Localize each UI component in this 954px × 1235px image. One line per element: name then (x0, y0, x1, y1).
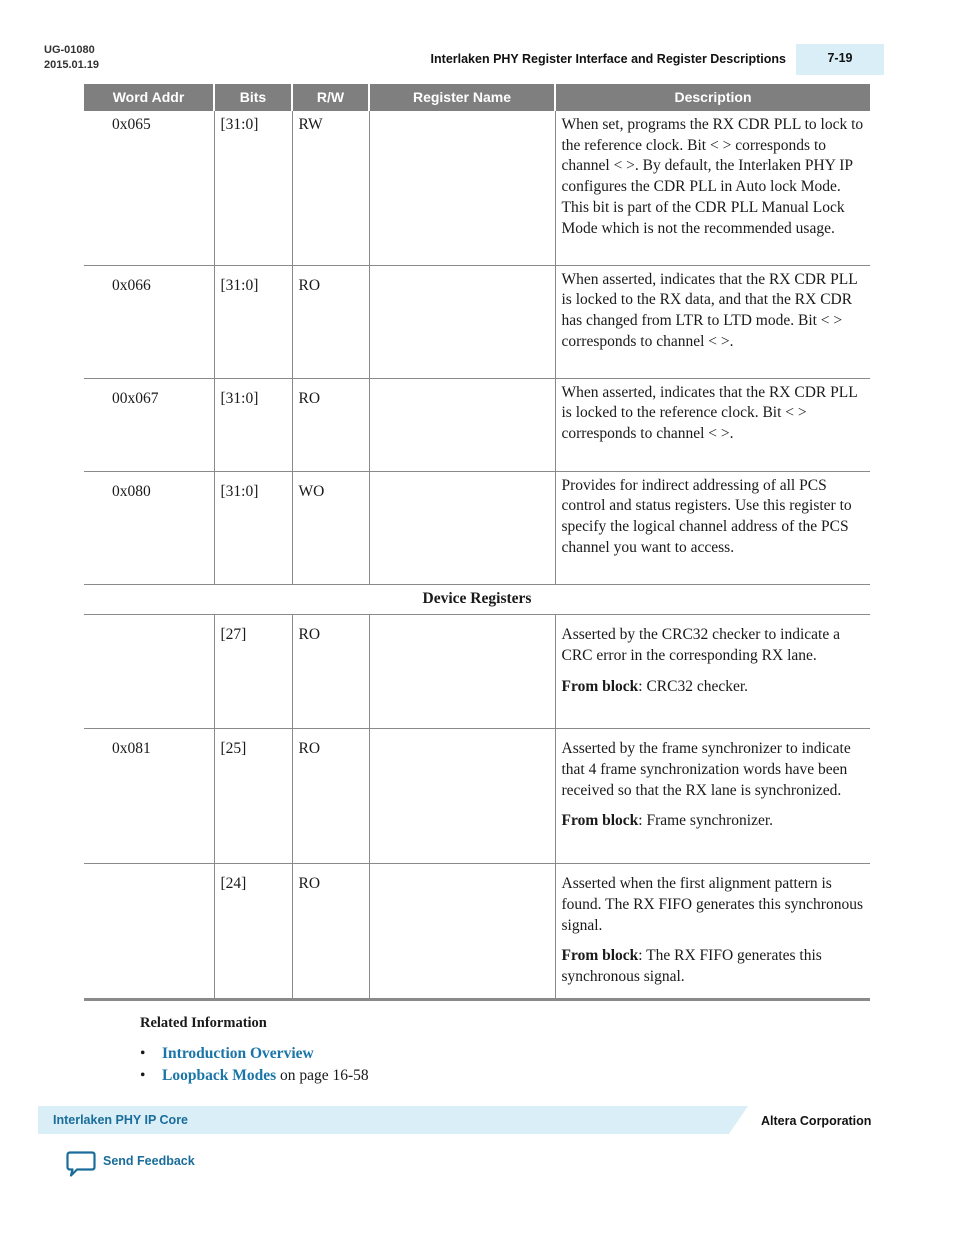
table-row (84, 729, 870, 864)
link-loopback-modes[interactable]: Loopback Modes (162, 1067, 277, 1084)
cell-description (555, 615, 870, 729)
cell-word-addr (84, 615, 214, 729)
from-block-line (562, 677, 865, 698)
cell-register-name (369, 729, 555, 864)
related-links-list (140, 1043, 369, 1087)
cell-word-addr: 0x066 (84, 265, 214, 378)
from-block-label: From block (561, 947, 639, 965)
cell-rw: RO (292, 615, 369, 729)
send-feedback-link[interactable]: Send Feedback (103, 1154, 195, 1168)
section-row (84, 584, 870, 615)
cell-register-name (369, 471, 555, 584)
from-block-value: : The RX FIFO generates this synchronous signal. (561, 947, 822, 986)
description-text: Asserted when the first alignment pattern is found. The RX FIFO generates this synchronous signal. (561, 875, 864, 934)
bullet-icon: • (140, 1067, 146, 1084)
from-block-line (562, 811, 865, 832)
col-header-word-addr: Word Addr (84, 84, 214, 111)
cell-description (555, 864, 870, 1000)
section-label: Device Registers (84, 584, 870, 615)
cell-register-name (369, 265, 555, 378)
doc-id-block (44, 43, 99, 73)
cell-bits: [31:0] (214, 378, 292, 471)
cell-description (555, 378, 870, 471)
cell-description (555, 111, 870, 265)
col-header-bits: Bits (214, 84, 292, 111)
cell-bits: [31:0] (214, 111, 292, 265)
cell-bits: [31:0] (214, 471, 292, 584)
list-item (140, 1065, 369, 1087)
cell-bits: [24] (214, 864, 292, 1000)
cell-word-addr: 0x081 (84, 729, 214, 864)
cell-rw: WO (292, 471, 369, 584)
cell-bits: [27] (214, 615, 292, 729)
register-table (84, 84, 870, 1001)
table-row (84, 111, 870, 265)
table-row (84, 471, 870, 584)
link-suffix: on page 16-58 (276, 1067, 369, 1084)
table-row (84, 378, 870, 471)
description-text: Asserted by the frame synchronizer to indicate that 4 frame synchronization words have been received so that the RX lane is synchronized. (561, 740, 851, 799)
doc-date: 2015.01.19 (44, 59, 100, 71)
doc-id: UG-01080 (44, 44, 95, 56)
cell-bits: [25] (214, 729, 292, 864)
table-row (84, 265, 870, 378)
section-title: Interlaken PHY Register Interface and Register Descriptions (430, 52, 786, 66)
cell-register-name (369, 111, 555, 265)
footer-product-name: Interlaken PHY IP Core (53, 1113, 189, 1127)
cell-bits: [31:0] (214, 265, 292, 378)
cell-description (555, 265, 870, 378)
cell-rw: RO (292, 378, 369, 471)
page-number: 7-19 (796, 44, 884, 75)
cell-register-name (369, 864, 555, 1000)
footer-company: Altera Corporation (761, 1114, 872, 1128)
table-header-row (84, 84, 870, 111)
from-block-line (562, 946, 865, 987)
cell-word-addr: 00x067 (84, 378, 214, 471)
cell-word-addr: 0x080 (84, 471, 214, 584)
cell-rw: RO (292, 265, 369, 378)
col-header-rw: R/W (292, 84, 369, 111)
cell-rw: RO (292, 864, 369, 1000)
cell-register-name (369, 378, 555, 471)
col-header-register-name: Register Name (369, 84, 555, 111)
cell-word-addr: 0x065 (112, 116, 151, 133)
description-text: Asserted by the CRC32 checker to indicate a CRC error in the corresponding RX lane. (561, 626, 840, 664)
cell-description (555, 471, 870, 584)
description-text: Provides for indirect addressing of all PCS control and status registers. Use this register to specify the logical channel address of the PCS channel you want to access. (561, 476, 852, 556)
bullet-icon: • (140, 1045, 146, 1062)
speech-bubble-icon[interactable] (66, 1150, 96, 1178)
from-block-label: From block (561, 812, 639, 830)
description-text: When asserted, indicates that the RX CDR PLL is locked to the RX data, and that the RX CDR has changed from LTR to LTD mode. Bit < > corresponds to channel < >. (561, 270, 858, 350)
description-text: When asserted, indicates that the RX CDR PLL is locked to the reference clock. Bit < > corresponds to channel < >. (561, 383, 858, 442)
cell-register-name (369, 615, 555, 729)
cell-word-addr (84, 864, 214, 1000)
table-row (84, 864, 870, 1000)
cell-description (555, 729, 870, 864)
table-row (84, 615, 870, 729)
col-header-description: Description (555, 84, 870, 111)
from-block-value: : CRC32 checker. (638, 677, 749, 695)
link-introduction-overview[interactable]: Introduction Overview (162, 1045, 314, 1062)
from-block-label: From block (561, 677, 639, 695)
cell-rw: RO (292, 729, 369, 864)
related-information-heading: Related Information (140, 1015, 267, 1031)
from-block-value: : Frame synchronizer. (638, 812, 774, 830)
description-text: When set, programs the RX CDR PLL to lock to the reference clock. Bit < > corresponds to channel < >. By default, the Interlaken PHY IP configures the CDR PLL in Auto lock Mode. This bit is part of the CDR PLL Manual Lock Mode which is not the recommended usage. (561, 116, 864, 237)
list-item (140, 1043, 369, 1065)
cell-rw: RW (292, 111, 369, 265)
